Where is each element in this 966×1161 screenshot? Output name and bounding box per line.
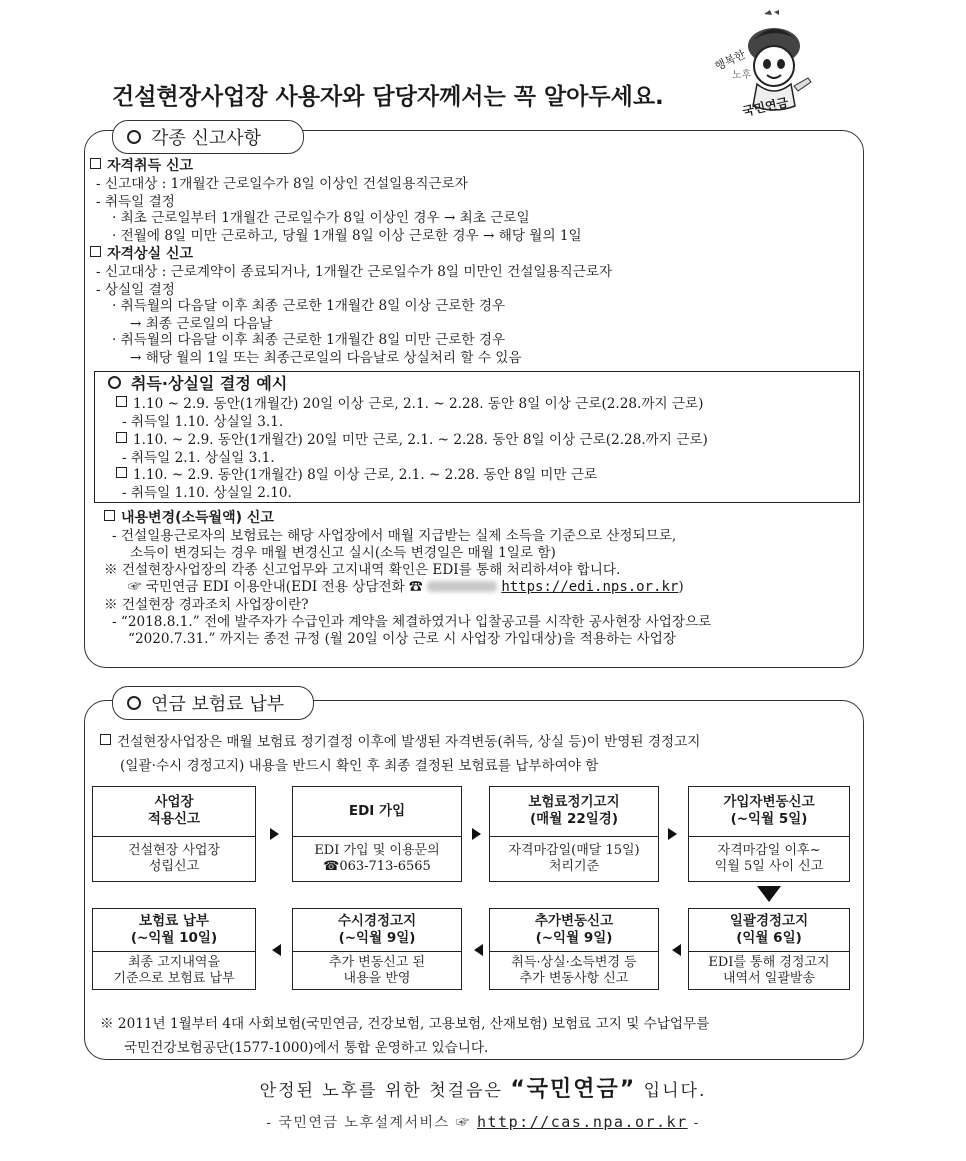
- heading-loss: 자격상실 신고: [90, 246, 193, 262]
- mascot-logo-text: 국민연금: [741, 95, 790, 119]
- flow-step-payment: 보험료 납부 (~익월 10일) 최종 고지내역을 기준으로 보험료 납부: [92, 908, 256, 990]
- tab-filing-items: [112, 120, 304, 154]
- slogan: 안정된 노후를 위한 첫걸음은 “국민연금” 입니다.: [259, 1077, 707, 1102]
- text-line: - “2018.8.1.” 전에 발주자가 수급인과 계약을 체결하였거나 입찰공고를 시작한 공사현장 사업장으로: [112, 614, 712, 630]
- flow-step-additional-change: 추가변동신고 (~익월 9일) 취득·상실·소득변경 등 추가 변동사항 신고: [489, 908, 659, 990]
- cas-link[interactable]: http://cas.npa.or.kr: [477, 1113, 688, 1131]
- checkbox-square-icon: [116, 467, 127, 478]
- checkbox-square-icon: [116, 432, 127, 443]
- note-line: ※ 2011년 1월부터 4대 사회보험(국민연금, 건강보험, 고용보험, 산재보험) 보험료 고지 및 수납업무를: [100, 1016, 710, 1032]
- text-line: · 전월에 8일 미만 근로하고, 당월 1개월 8일 이상 근로한 경우 → 해당 월의 1일: [112, 228, 582, 244]
- flow-step-regular-notice: 보험료정기고지 (매월 22일경) 자격마감일(매달 15일) 처리기준: [489, 786, 659, 882]
- flow-step-edi-join: EDI 가입 EDI 가입 및 이용문의 ☎063-713-6565: [292, 786, 462, 882]
- flow-step-occasional-correction: 수시경정고지 (~익월 9일) 추가 변동신고 된 내용을 반영: [292, 908, 462, 990]
- text-line: - 취득일 결정: [96, 194, 175, 210]
- intro-line: (일괄·수시 경정고지) 내용을 반드시 확인 후 최종 결정된 보험료를 납부하여야 함: [120, 758, 599, 774]
- text-line: - 상실일 결정: [96, 282, 175, 298]
- checkbox-square-icon: [100, 734, 111, 745]
- arrow-right-icon: [668, 828, 677, 840]
- text-line: ※ 건설현장사업장의 각종 신고업무와 고지내역 확인은 EDI를 통해 처리하셔야 합니다.: [104, 562, 621, 578]
- flow-step-site-registration: 사업장 적용신고 건설현장 사업장 성립신고: [92, 786, 256, 882]
- text-line: → 해당 월의 1일 또는 최종근로일의 다음날로 상실처리 할 수 있음: [130, 350, 522, 366]
- edi-info-line: ☞ 국민연금 EDI 이용안내(EDI 전용 상담전화 ☎ https://edi.nps.or.kr): [128, 579, 684, 595]
- tab-label: 연금 보험료 납부: [151, 694, 285, 715]
- text-line: “2020.7.31.” 까지는 종전 규정 (월 20일 이상 근로 시 사업장 가입대상)을 적용하는 사업장: [128, 631, 676, 647]
- text-line: - 건설일용근로자의 보험료는 해당 사업장에서 매월 지급받는 실제 소득을 기준으로 산정되므로,: [112, 528, 677, 544]
- text-line: → 최종 근로일의 다음날: [130, 316, 273, 332]
- flow-step-batch-correction: 일괄경정고지 (익월 6일) EDI를 통해 경정고지 내역서 일괄발송: [688, 908, 850, 990]
- redacted-phone: [427, 581, 497, 592]
- checkbox-square-icon: [90, 158, 101, 169]
- mascot-illustration: [712, 8, 820, 120]
- example-line: 1.10. ~ 2.9. 동안(1개월간) 20일 미만 근로, 2.1. ~ 2.28. 동안 8일 이상 근로(2.28.까지 근로): [116, 432, 708, 448]
- note-line: 국민건강보험공단(1577-1000)에서 통합 운영하고 있습니다.: [124, 1040, 489, 1056]
- checkbox-square-icon: [104, 510, 115, 521]
- flow-step-member-change: 가입자변동신고 (~익월 5일) 자격마감일 이후~ 익월 5일 사이 신고: [688, 786, 850, 882]
- tab-premium-payment: [112, 686, 314, 720]
- text-line: 소득이 변경되는 경우 매월 변경신고 실시(소득 변경일은 매월 1일로 함): [130, 545, 556, 561]
- text-line: - 신고대상 : 1개월간 근로일수가 8일 이상인 건설일용직근로자: [96, 176, 468, 192]
- examples-title: 취득·상실일 결정 예시: [108, 376, 287, 392]
- mascot-text: 노후: [732, 70, 752, 81]
- tab-label: 각종 신고사항: [151, 128, 262, 149]
- arrow-left-icon: [474, 944, 483, 956]
- checkbox-square-icon: [116, 396, 127, 407]
- text-line: ※ 건설현장 경과조치 사업장이란?: [104, 597, 309, 613]
- arrow-down-icon: [757, 886, 781, 902]
- text-line: · 최초 근로일부터 1개월간 근로일수가 8일 이상인 경우 → 최초 근로일: [112, 210, 530, 226]
- example-line: 1.10 ~ 2.9. 동안(1개월간) 20일 이상 근로, 2.1. ~ 2.28. 동안 8일 이상 근로(2.28.까지 근로): [116, 396, 704, 412]
- page-title: 건설현장사업장 사용자와 담당자께서는 꼭 알아두세요.: [112, 84, 664, 110]
- text-line: · 취득월의 다음달 이후 최종 근로한 1개월간 8일 이상 근로한 경우: [112, 298, 506, 314]
- arrow-right-icon: [270, 828, 279, 840]
- checkbox-square-icon: [90, 246, 101, 257]
- text-line: - 신고대상 : 근로계약이 종료되거나, 1개월간 근로일수가 8일 미만인 건설일용직근로자: [96, 264, 613, 280]
- brand-name: “국민연금”: [510, 1077, 637, 1102]
- example-result: - 취득일 2.1. 상실일 3.1.: [122, 450, 275, 466]
- edi-link[interactable]: https://edi.nps.or.kr: [501, 579, 679, 595]
- arrow-left-icon: [672, 944, 681, 956]
- circle-bullet-icon: [127, 130, 141, 144]
- arrow-right-icon: [472, 828, 481, 840]
- intro-line: 건설현장사업장은 매월 보험료 정기결정 이후에 발생된 자격변동(취득, 상실 등)이 반영된 경정고지: [100, 734, 700, 750]
- heading-change: 내용변경(소득월액) 신고: [104, 510, 274, 526]
- example-result: - 취득일 1.10. 상실일 2.10.: [122, 485, 292, 501]
- service-info: - 국민연금 노후설계서비스 ☞ http://cas.npa.or.kr -: [266, 1113, 700, 1131]
- circle-bullet-icon: [108, 376, 121, 389]
- arrow-left-icon: [272, 944, 281, 956]
- text-line: · 취득월의 다음달 이후 최종 근로한 1개월간 8일 미만 근로한 경우: [112, 332, 506, 348]
- mascot-text: 행복한: [712, 47, 748, 74]
- example-result: - 취득일 1.10. 상실일 3.1.: [122, 414, 284, 430]
- heading-acquisition: 자격취득 신고: [90, 158, 193, 174]
- circle-bullet-icon: [127, 696, 141, 710]
- example-line: 1.10. ~ 2.9. 동안(1개월간) 8일 이상 근로, 2.1. ~ 2.28. 동안 8일 미만 근로: [116, 467, 597, 483]
